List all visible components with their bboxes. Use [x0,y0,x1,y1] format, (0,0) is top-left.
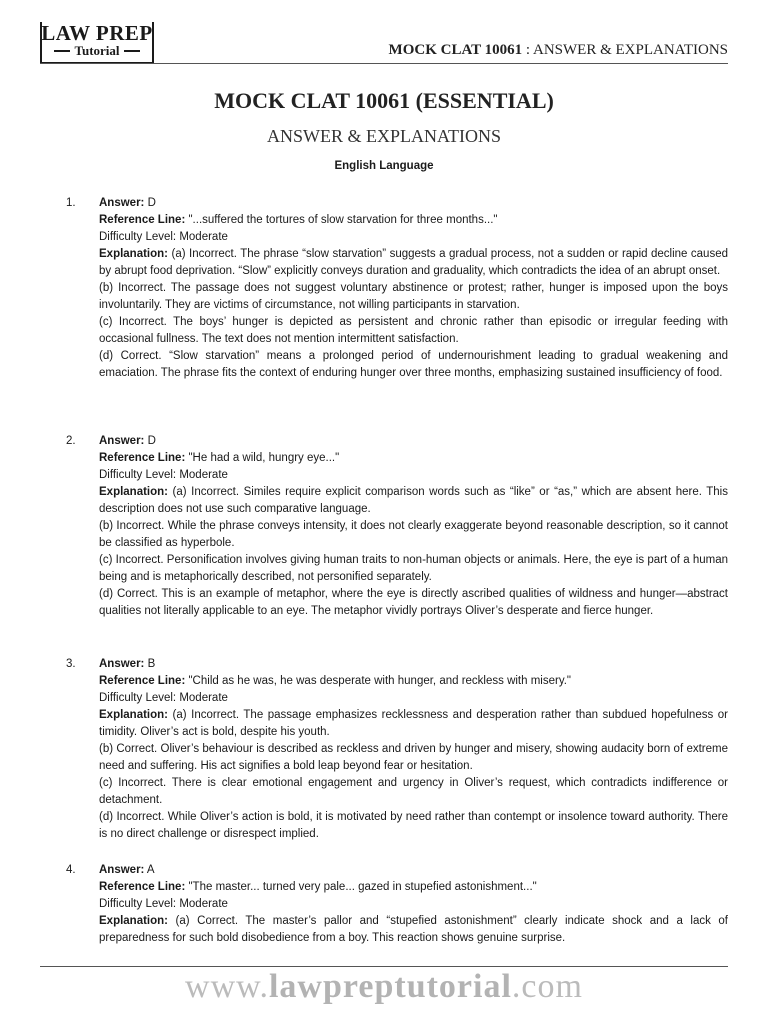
explanation-label: Explanation: [99,248,169,260]
question-3 [66,656,728,843]
question-number: 1. [66,197,76,209]
reference-label: Reference Line: [99,881,186,893]
answer-line [99,656,728,673]
answer-label: Answer: [99,658,145,670]
answer-value: B [144,658,156,670]
question-number: 3. [66,658,76,670]
explanation-label: Explanation: [99,915,169,927]
explanation-d: (d) Incorrect. While Oliver’s action is bold, it is motivated by need rather than contempt or insolence toward authority. There is no direct challenge or disrespect implied. [99,811,728,840]
explanation-a-text: (a) Incorrect. Similes require explicit comparison words such as “like” or “as,” which are absent here. This description does not use such comparative language. [99,486,728,515]
reference-label: Reference Line: [99,214,186,226]
reference-label: Reference Line: [99,452,186,464]
reference-line [99,212,728,229]
footer-website [0,968,768,1006]
footer-url-brand: lawpreptutorial [268,968,512,1005]
reference-value: "The master... turned very pale... gazed in stupefied astonishment..." [185,881,537,893]
reference-value: "Child as he was, he was desperate with hunger, and reckless with misery." [185,675,571,687]
explanation-label: Explanation: [99,709,169,721]
page-subtitle: ANSWER & EXPLANATIONS [267,126,501,146]
explanation-b: (b) Incorrect. The passage does not suggest voluntary abstinence or protest; rather, hunger is imposed upon the boys involuntarily. They are victims of circumstance, not willing participants in starvation. [99,282,728,311]
explanation-d: (d) Correct. This is an example of metaphor, where the eye is directly ascribed qualities of wildness and hunger—abstract qualities not literally applicable to an eye. The metaphor vividly portrays Oliver’s desperate and fierce hunger. [99,588,728,617]
logo [40,22,154,64]
footer-rule [40,966,728,967]
explanation-a [99,484,728,518]
reference-label: Reference Line: [99,675,186,687]
explanation-b: (b) Correct. Oliver’s behaviour is described as reckless and driven by hunger and misery, showing audacity born of extreme need and suffering. His act signifies a bold leap beyond fear or hesitation. [99,743,728,772]
difficulty-line: Difficulty Level: Moderate [99,898,228,910]
section-heading: English Language [334,160,434,172]
explanation-a-text: (a) Incorrect. The passage emphasizes recklessness and desperation rather than subdued hopefulness or timidity. Oliver’s act is bold, despite his youth. [99,709,728,738]
difficulty-line: Difficulty Level: Moderate [99,469,228,481]
logo-frame [40,22,154,64]
reference-line [99,879,728,896]
page-title: MOCK CLAT 10061 (ESSENTIAL) [214,88,554,113]
explanation-d: (d) Correct. “Slow starvation” means a prolonged period of undernourishment leading to gradual weakening and emaciation. The phrase fits the context of enduring hunger over three months, emphasizing sustained insufficiency of food. [99,350,728,379]
explanation-b: (b) Incorrect. While the phrase conveys intensity, it does not clearly exaggerate beyond reasonable description, so it cannot be classified as hyperbole. [99,520,728,549]
footer-url-post: .com [511,968,583,1005]
answer-value: D [144,197,156,209]
question-4 [66,862,728,947]
difficulty-line: Difficulty Level: Moderate [99,231,228,243]
header-rule [40,63,728,64]
explanation-label: Explanation: [99,486,169,498]
answer-line [99,433,728,450]
answer-line [99,195,728,212]
reference-value: "He had a wild, hungry eye..." [185,452,340,464]
explanation-a [99,246,728,280]
answer-value: D [144,435,156,447]
explanation-a [99,707,728,741]
explanation-a [99,913,728,947]
question-2 [66,433,728,620]
reference-line [99,450,728,467]
answer-label: Answer: [99,197,145,209]
header-title [389,42,728,59]
answer-label: Answer: [99,435,145,447]
explanation-a-text: (a) Correct. The master’s pallor and “stupefied astonishment” clearly indicate shock and a lack of preparedness for such bold disobedience from a boy. This reaction shows genuine surprise. [99,915,728,944]
answer-label: Answer: [99,864,145,876]
question-number: 2. [66,435,76,447]
answer-value: A [144,864,155,876]
explanation-c: (c) Incorrect. There is clear emotional engagement and urgency in Oliver’s request, which contradicts indifference or detachment. [99,777,728,806]
explanation-a-text: (a) Incorrect. The phrase “slow starvation” suggests a gradual process, not a sudden or rapid decline caused by abrupt food deprivation. “Slow” explicitly conveys duration and graduality, which contradicts the idea of an abrupt onset. [99,248,728,277]
reference-value: "...suffered the tortures of slow starvation for three months..." [185,214,498,226]
question-number: 4. [66,864,76,876]
explanation-c: (c) Incorrect. Personification involves giving human traits to non-human objects or animals. Here, the eye is part of a human being and is metaphorically described, not personified separately. [99,554,728,583]
header-code: MOCK CLAT 10061 [388,42,523,58]
answer-line [99,862,728,879]
logo-top-text: LAW PREP [41,21,153,45]
reference-line [99,673,728,690]
explanation-c: (c) Incorrect. The boys’ hunger is depicted as persistent and chronic rather than episodic or irregular feeding with occasional fullness. The text does not mention intermittent satisfaction. [99,316,728,345]
difficulty-line: Difficulty Level: Moderate [99,692,228,704]
logo-bottom-text: Tutorial [74,43,120,58]
footer-url-pre: www. [185,968,269,1005]
question-1 [66,195,728,382]
header-rest: : ANSWER & EXPLANATIONS [522,42,728,58]
